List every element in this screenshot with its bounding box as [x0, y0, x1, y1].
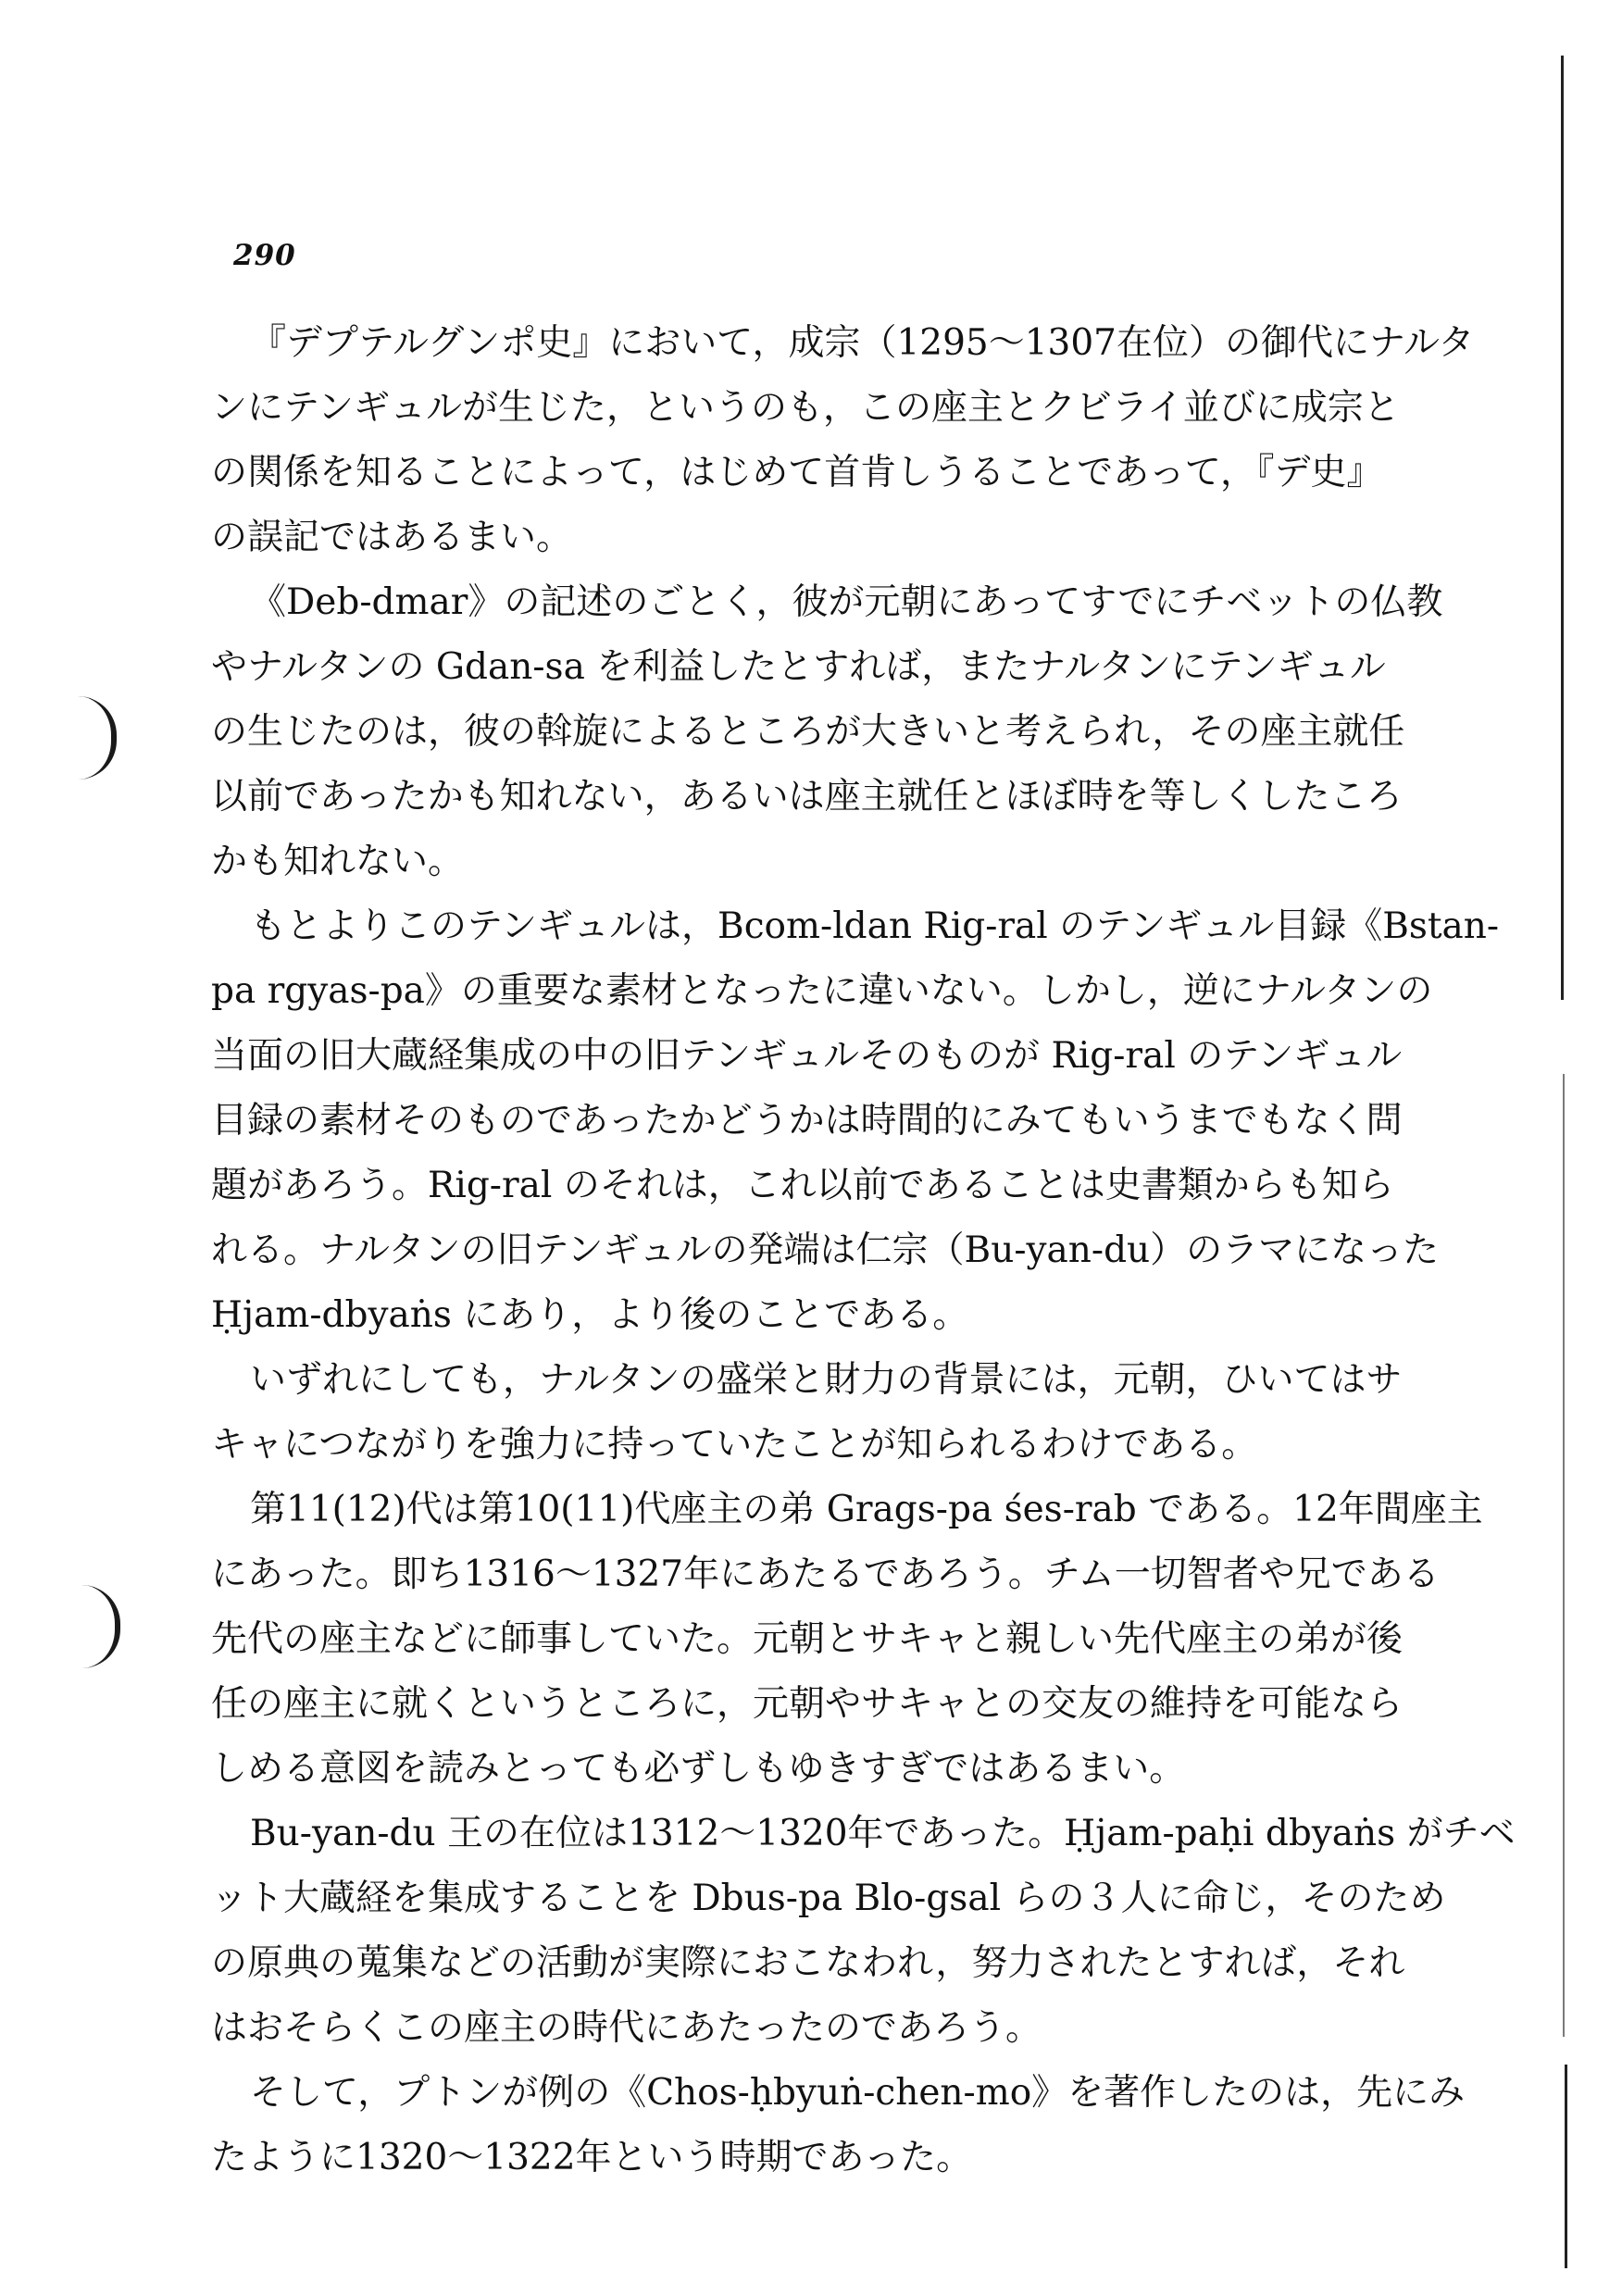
text-line: キャにつながりを強力に持っていたことが知られるわけである。: [211, 1424, 1258, 1466]
text-line: 任の座主に就くというところに，元朝やサキャとの交友の維持を可能なら: [211, 1683, 1404, 1725]
text-line: 『デプテルグンポ史』において，成宗（1295～1307在位）の御代にナルタ: [250, 322, 1475, 364]
text-line: そして，プトンが例の《Chos-ḥbyuṅ-chen-mo》を著作したのは，先にみ: [250, 2072, 1466, 2114]
text-line: もとよりこのテンギュルは，Bcom-ldan Rig-ral のテンギュル目録《Bstan-: [250, 905, 1500, 947]
scan-edge-line: [1563, 1074, 1565, 2037]
text-line: ット大蔵経を集成することを Dbus-pa Blo-gsal らの３人に命じ，そのため: [211, 1878, 1446, 1919]
text-line: たように1320～1322年という時期であった。: [211, 2137, 973, 2178]
text-line: かも知れない。: [211, 841, 465, 882]
text-line: 題があろう。Rig-ral のそれは，これ以前であることは史書類からも知ら: [211, 1165, 1394, 1206]
page-number: 290: [233, 239, 296, 272]
text-line: れる。ナルタンの旧テンギュルの発端は仁宗（Bu-yan-du）のラマになった: [211, 1229, 1440, 1271]
text-line: はおそらくこの座主の時代にあたったのであろう。: [211, 2007, 1042, 2049]
scan-binding-mark: [78, 696, 117, 780]
text-line: 《Deb-dmar》の記述のごとく，彼が元朝にあってすでにチベットの仏教: [250, 581, 1443, 623]
text-line: の誤記ではあるまい。: [211, 517, 573, 558]
text-line: の原典の蒐集などの活動が実際におこなわれ，努力されたとすれば，それ: [211, 1942, 1405, 1984]
text-line: にあった。即ち1316～1327年にあたるであろう。チム一切智者や兄である: [211, 1554, 1440, 1595]
text-line: pa rgyas-pa》の重要な素材となったに違いない。しかし，逆にナルタンの: [211, 970, 1433, 1012]
text-line: 当面の旧大蔵経集成の中の旧テンギュルそのものが Rig-ral のテンギュル: [211, 1035, 1403, 1077]
scan-edge-line: [1565, 2065, 1567, 2268]
text-line: やナルタンの Gdan-sa を利益したとすれば，またナルタンにテンギュル: [211, 646, 1386, 688]
text-line: Ḥjam-dbyaṅs にあり，より後のことである。: [211, 1294, 969, 1336]
scan-binding-mark: [81, 1585, 120, 1668]
text-line: 目録の素材そのものであったかどうかは時間的にみてもいうまでもなく問: [211, 1100, 1403, 1142]
text-line: しめる意図を読みとっても必ずしもゆきすぎではあるまい。: [211, 1748, 1186, 1790]
scan-edge-line: [1561, 56, 1564, 1000]
text-line: 以前であったかも知れない，あるいは座主就任とほぼ時を等しくしたころ: [211, 776, 1403, 817]
text-line: 先代の座主などに師事していた。元朝とサキャと親しい先代座主の弟が後: [211, 1618, 1404, 1660]
text-line: の生じたのは，彼の斡旋によるところが大きいと考えられ，その座主就任: [211, 711, 1405, 753]
text-line: いずれにしても，ナルタンの盛栄と財力の背景には，元朝，ひいてはサ: [250, 1359, 1403, 1401]
body-text: [211, 311, 1516, 2190]
text-line: 第11(12)代は第10(11)代座主の弟 Grags-pa śes-rab である。12年間座主: [250, 1489, 1483, 1530]
text-line: ンにテンギュルが生じた，というのも，この座主とクビライ並びに成宗と: [211, 387, 1400, 429]
text-line: Bu-yan-du 王の在位は1312～1320年であった。Ḥjam-paḥi dbyaṅs がチベ: [250, 1813, 1516, 1854]
text-line: の関係を知ることによって，はじめて首肯しうることであって，『デ史』: [211, 452, 1383, 493]
